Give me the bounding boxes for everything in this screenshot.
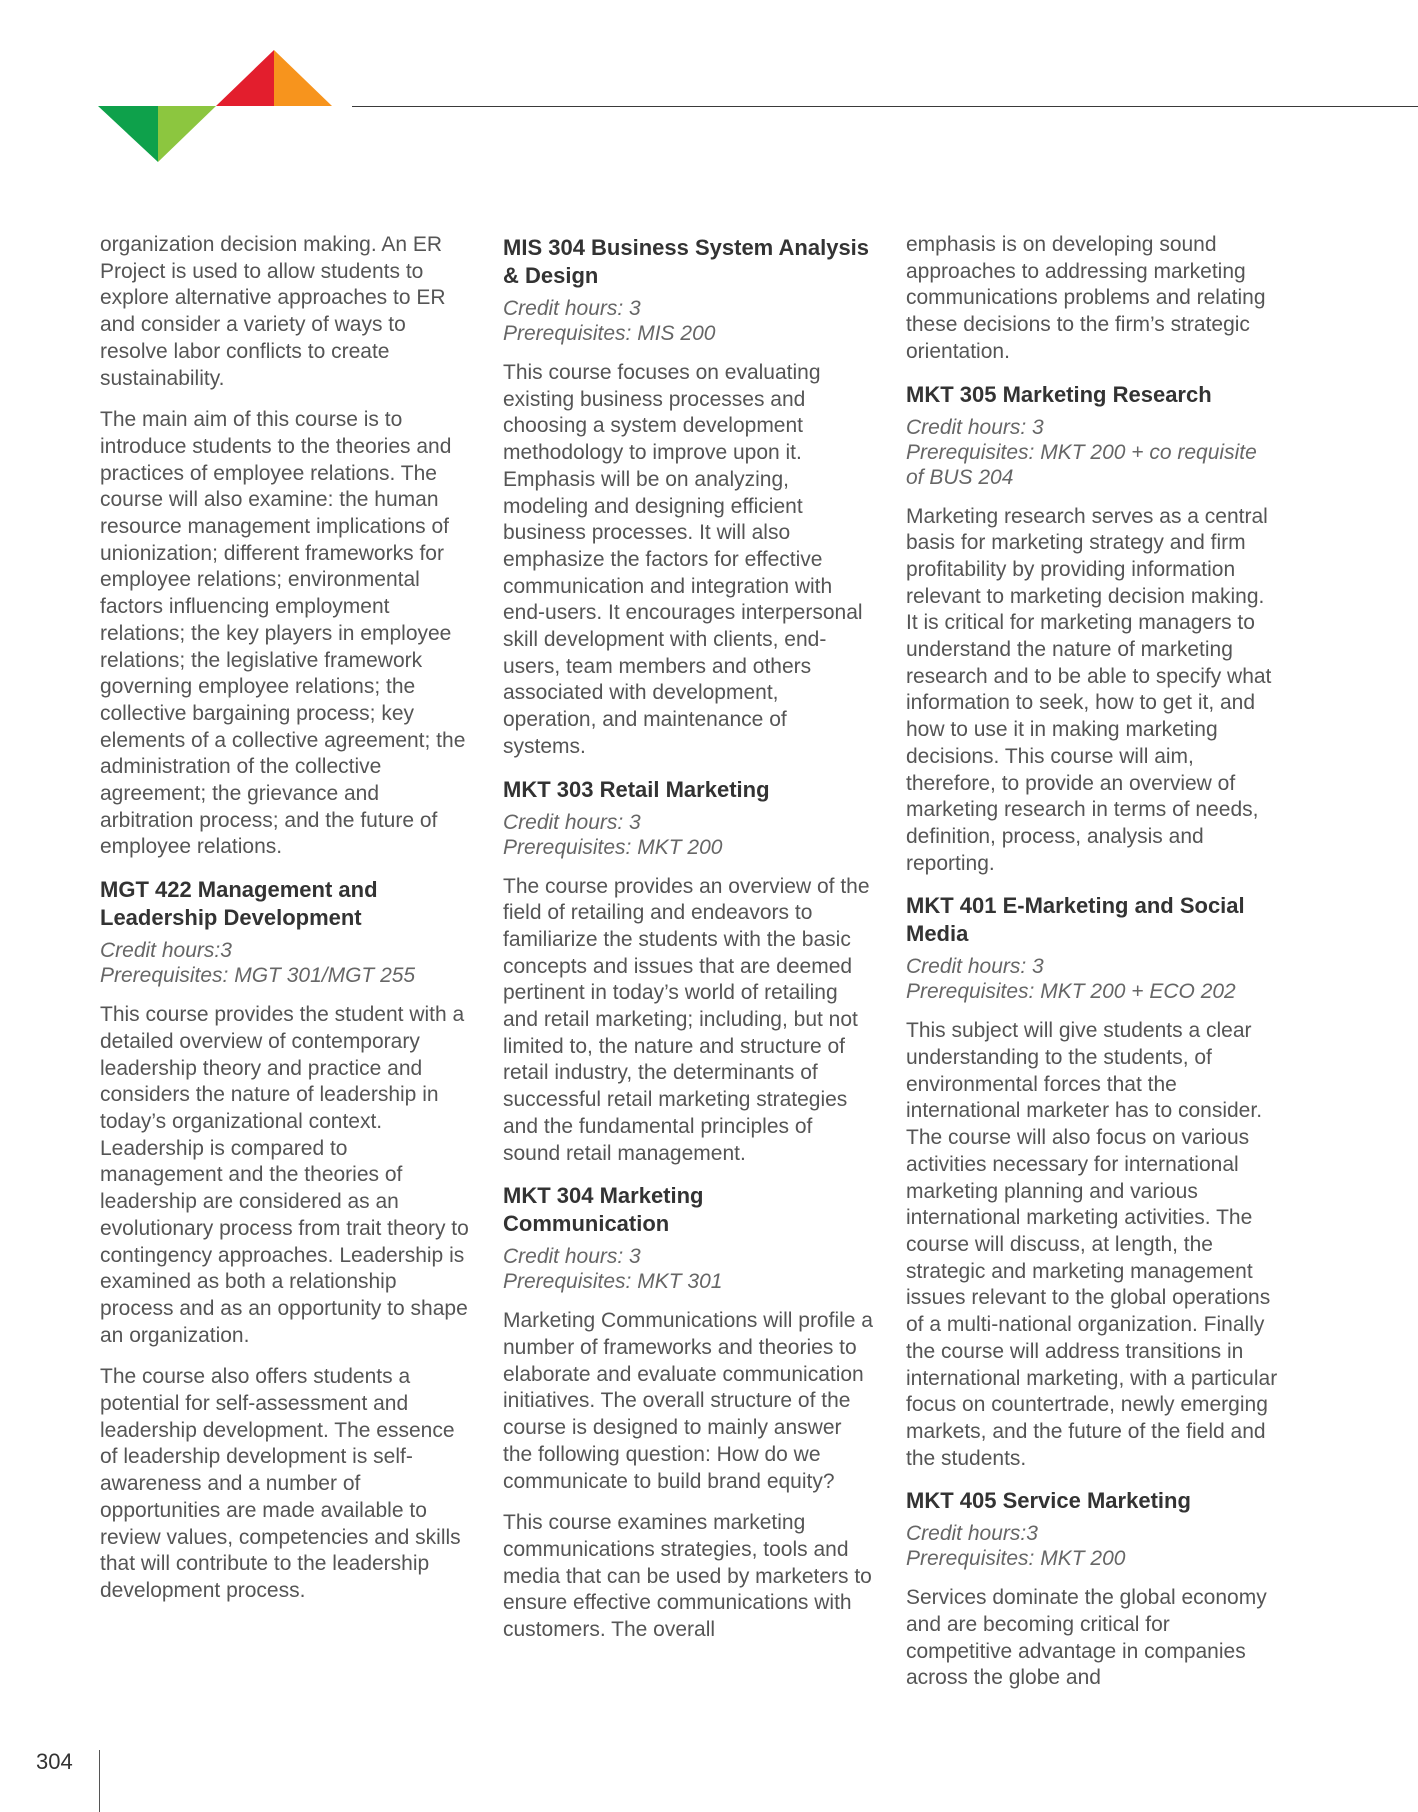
course-description: Marketing research serves as a central basis for marketing strategy and firm profitability by providing information relevant to marketing decision making. It is critical for marketing managers to understand the nature of marketing research and to be able to specify what information to seek, how to get it, and how to use it in making marketing decisions. This course will aim, therefore, to provide an overview of marketing research in terms of needs, definition, process, analysis and reporting. bbox=[906, 504, 1272, 875]
brand-logo-triangles bbox=[98, 50, 334, 162]
course-mkt401 bbox=[906, 892, 1278, 1472]
course-meta bbox=[906, 415, 1278, 490]
prerequisites: Prerequisites: MKT 200 bbox=[906, 1547, 1126, 1571]
prerequisites: Prerequisites: MKT 200 + ECO 202 bbox=[906, 980, 1236, 1004]
mkt304-continuation-paragraph: emphasis is on developing sound approaches to addressing marketing communications problems and relating these decisions to the firm’s strategic orientation. bbox=[906, 233, 1266, 363]
course-mkt303 bbox=[503, 776, 875, 1168]
course-title: MKT 305 Marketing Research bbox=[906, 381, 1212, 407]
course-mis304 bbox=[503, 234, 875, 761]
course-title: MKT 405 Service Marketing bbox=[906, 1488, 1191, 1514]
prerequisites: Prerequisites: MKT 200 bbox=[503, 835, 723, 859]
course-mkt405 bbox=[906, 1487, 1278, 1692]
footer-rule bbox=[99, 1750, 100, 1812]
course-description: The course provides an overview of the field of retailing and endeavors to familiarize the students with the basic concepts and issues that are deemed pertinent in today’s world of retailing and retail marketing; including, but not limited to, the nature and structure of retail industry, the determinants of successful retail marketing strategies and the fundamental principles of sound retail management. bbox=[503, 874, 870, 1165]
course-meta bbox=[906, 954, 1278, 1004]
course-meta bbox=[100, 938, 472, 988]
logo-orange-triangle bbox=[274, 50, 332, 106]
course-description-2: This course examines marketing communications strategies, tools and media that can be used by marketers to ensure effective communications with customers. The overall bbox=[503, 1511, 872, 1642]
prerequisites: Prerequisites: MKT 200 + co requisite of BUS 204 bbox=[906, 440, 1257, 489]
credit-hours: Credit hours: 3 bbox=[906, 415, 1044, 439]
course-description: This subject will give students a clear understanding to the students, of environmental forces that the international marketer has to consider. The course will also focus on various activities necessary for international marketing planning and various international marketing activities. The course will discuss, at length, the strategic and marketing management issues relevant to the global operations of a multi-national organization. Finally the course will address transitions in international marketing, with a particular focus on countertrade, newly emerging markets, and the future of the field and the students. bbox=[906, 1019, 1278, 1470]
course-description: Services dominate the global economy and are becoming critical for competitive advantage in companies across the globe and bbox=[906, 1586, 1267, 1690]
course-mkt304 bbox=[503, 1182, 875, 1643]
prerequisites: Prerequisites: MIS 200 bbox=[503, 322, 716, 345]
course-meta bbox=[503, 1244, 875, 1294]
column-right bbox=[906, 232, 1278, 1707]
logo-green-triangle bbox=[98, 106, 158, 162]
course-description: This course focuses on evaluating existing business processes and choosing a system development methodology to improve upon it. Emphasis will be on analyzing, modeling and designing efficient business processes. It will also emphasize the factors for effective communication and integration with end-users. It encourages interpersonal skill development with clients, end-users, team members and others associated with development, operation, and maintenance of systems. bbox=[503, 361, 863, 758]
logo-light-green-triangle bbox=[158, 106, 216, 162]
credit-hours: Credit hours: 3 bbox=[906, 955, 1044, 979]
course-description: Marketing Communications will profile a number of frameworks and theories to elaborate and evaluate communication initiatives. The overall structure of the course is designed to mainly answer the following question: How do we communicate to build brand equity? bbox=[503, 1309, 873, 1493]
course-title: MGT 422 Management and Leadership Development bbox=[100, 877, 378, 931]
course-description-2: The course also offers students a potential for self-assessment and leadership development. The essence of leadership development is self-awareness and a number of opportunities are made available to review values, competencies and skills that will contribute to the leadership development process. bbox=[100, 1365, 461, 1602]
credit-hours: Credit hours: 3 bbox=[503, 1245, 641, 1269]
employee-relations-paragraph: The main aim of this course is to introduce students to the theories and practices of employee relations. The course will also examine: the human resource management implications of unionization; different frameworks for employee relations; environmental factors influencing employment relations; the key players in employee relations; the legislative framework governing employee relations; the collective bargaining process; key elements of a collective agreement; the administration of the collective agreement; the grievance and arbitration process; and the future of employee relations. bbox=[100, 408, 466, 859]
course-title: MKT 303 Retail Marketing bbox=[503, 776, 770, 802]
er-continuation-paragraph: organization decision making. An ER Project is used to allow students to explore alternative approaches to ER and consider a variety of ways to resolve labor conflicts to create sustainability. bbox=[100, 233, 446, 390]
course-meta bbox=[503, 810, 875, 860]
header-rule bbox=[352, 106, 1418, 107]
prerequisites: Prerequisites: MKT 301 bbox=[503, 1270, 723, 1294]
course-mgt422 bbox=[100, 876, 472, 1604]
course-title: MIS 304 Business System Analysis & Design bbox=[503, 235, 870, 288]
credit-hours: Credit hours:3 bbox=[100, 939, 232, 963]
column-middle bbox=[503, 232, 875, 1659]
credit-hours: Credit hours: 3 bbox=[503, 810, 641, 834]
course-meta bbox=[503, 296, 875, 346]
credit-hours: Credit hours: 3 bbox=[503, 297, 641, 320]
column-left bbox=[100, 232, 472, 1620]
prerequisites: Prerequisites: MGT 301/MGT 255 bbox=[100, 964, 416, 988]
course-title: MKT 401 E-Marketing and Social Media bbox=[906, 893, 1245, 947]
page-number: 304 bbox=[36, 1749, 73, 1774]
credit-hours: Credit hours:3 bbox=[906, 1522, 1038, 1546]
course-mkt305 bbox=[906, 381, 1278, 878]
course-title: MKT 304 Marketing Communication bbox=[503, 1183, 704, 1237]
logo-red-triangle bbox=[216, 50, 274, 106]
course-meta bbox=[906, 1521, 1278, 1571]
course-description: This course provides the student with a detailed overview of contemporary leadership theory and practice and considers the nature of leadership in today’s organizational context. Leadership is compared to management and the theories of leadership are considered as an evolutionary process from trait theory to contingency approaches. Leadership is examined as both a relationship process and as an opportunity to shape an organization. bbox=[100, 1003, 469, 1347]
